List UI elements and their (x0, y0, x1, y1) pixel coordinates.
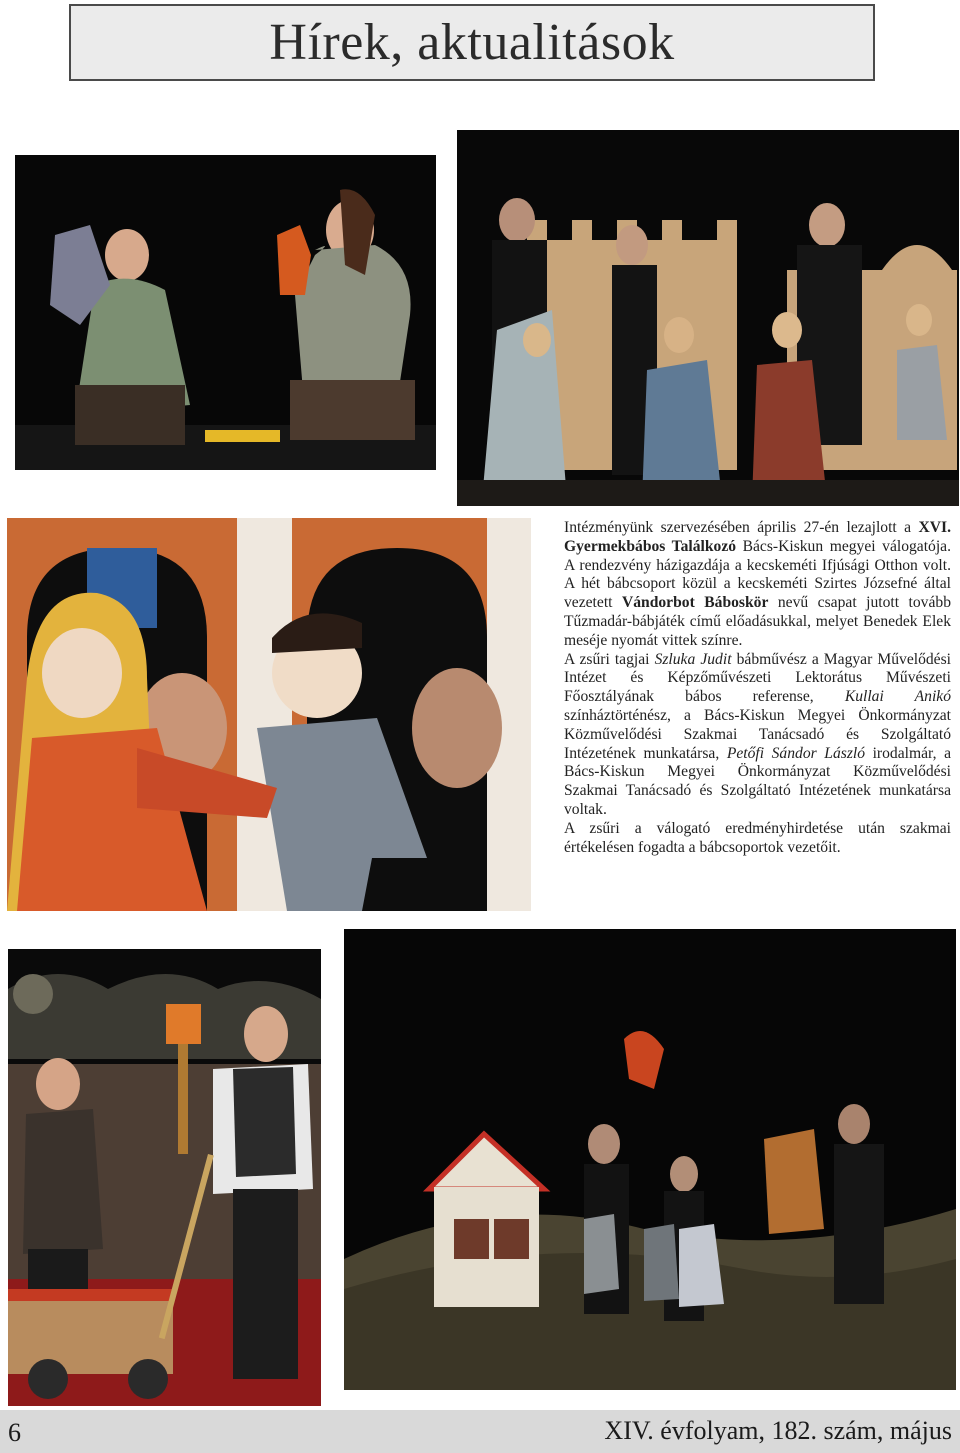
article-paragraph-1: Intézményünk szervezésében április 27-én lezajlott a XVI. Gyermekbábos Találkozó Bács-Kiskun megyei válogatója. A rendezvény házigazdája a kecskeméti Ifjúsági Otthon volt. A hét bábcsoport közül a kecskeméti Szirtes Józsefné által vezetett Vándorbot Báboskör nevű csapat jutott tovább Tűzmadár-bábjáték című előadásukkal, melyet Benedek Elek meséje nyomát vittek színre. (564, 519, 951, 649)
page-title-box (69, 4, 875, 81)
photo-children-with-puppets (15, 155, 436, 470)
photo-castle-marionette-show (457, 130, 959, 506)
event-name: XVI. Gyermekbábos Találkozó (564, 519, 951, 555)
article-body (564, 519, 951, 857)
issue-info: XIV. évfolyam, 182. szám, május (604, 1416, 952, 1445)
group-name: Vándorbot Báboskör (621, 594, 769, 612)
page-title: Hírek, aktualitások (269, 14, 675, 71)
photo-boys-with-cart (8, 949, 321, 1406)
photo-closeup-hand-puppets (7, 518, 531, 911)
article-paragraph-3: A zsűri a válogató eredményhirdetése után szakmai értékelésen fogadta a bábcsoportok vezetőit. (564, 819, 951, 856)
jury-member-3: Petőfi Sándor László (726, 744, 866, 762)
page-footer (0, 1410, 960, 1453)
photo-house-stage-scene (344, 929, 956, 1390)
jury-member-2: Kullai Anikó (844, 688, 952, 706)
article-paragraph-2: A zsűri tagjai Szluka Judit bábművész a Magyar Művelődési Intézet és Képzőművészeti Lektorátus Művészeti Főosztályának bábos referense, Kullai Anikó színháztörténész, a Bács-Kiskun Megyei Önkormányzat Közművelődési Szakmai Tanácsadó és Szolgáltató Intézetének munkatársa, Petőfi Sándor László irodalmár, a Bács-Kiskun Megyei Önkormányzat Közművelődési Szakmai Tanácsadó és Szolgáltató Intézetének munkatársa voltak. (564, 650, 952, 818)
page-number: 6 (8, 1418, 21, 1447)
jury-member-1: Szluka Judit (654, 650, 732, 668)
